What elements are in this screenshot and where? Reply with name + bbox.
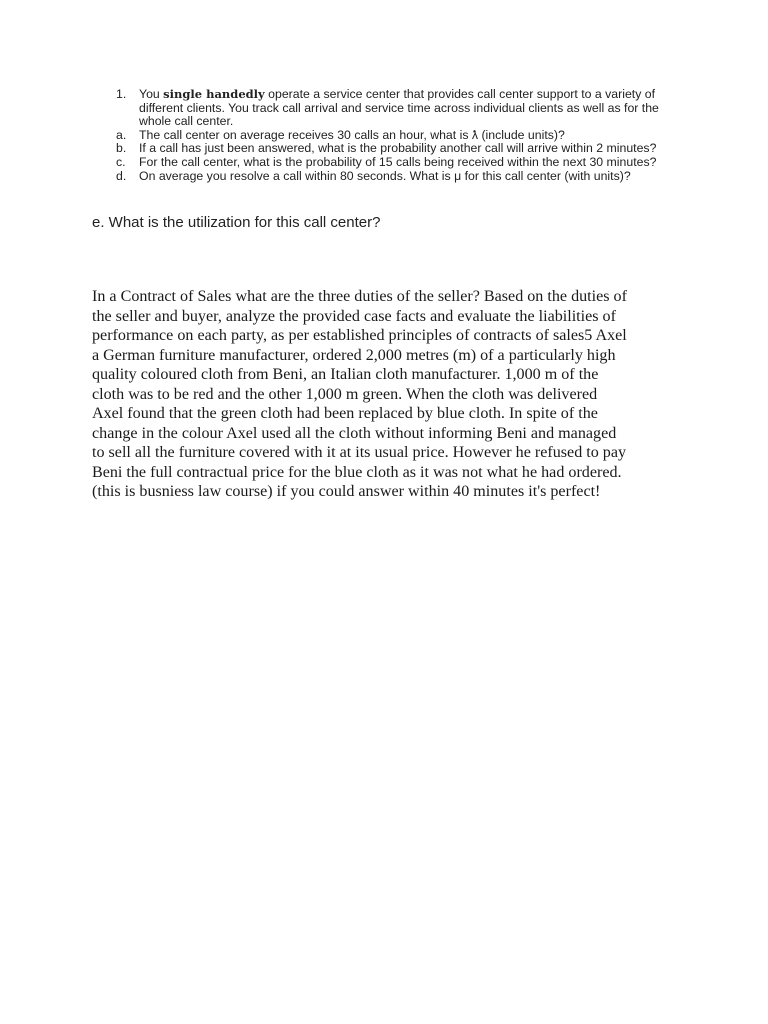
question-part-e: e. What is the utilization for this call center? [92,214,381,231]
question-part-b [112,142,672,156]
essay-paragraph [92,287,682,502]
essay-line: performance on each party, as per established principles of contracts of sales5 Axel [92,327,627,344]
question-part-a [112,129,672,143]
essay-line: change in the colour Axel used all the cloth without informing Beni and managed [92,424,617,442]
essay-line: quality coloured cloth from Beni, an Italian cloth manufacturer. 1,000 m of the [92,366,599,383]
question-list [112,88,672,183]
part-label: c. [116,154,126,169]
part-text: For the call center, what is the probability of 15 calls being received within the next 30 minutes? [139,154,657,169]
question-part-c [112,156,672,170]
part-text: On average you resolve a call within 80 seconds. What is μ for this call center (with units)? [139,168,631,183]
part-label: a. [116,127,127,142]
part-label: b. [116,141,127,156]
essay-line: In a Contract of Sales what are the three duties of the seller? Based on the duties of [92,288,627,305]
essay-line: cloth was to be red and the other 1,000 m green. When the cloth was delivered [92,385,598,403]
essay-line: to sell all the furniture covered with it at its usual price. However he refused to pay [92,444,627,461]
part-text: The call center on average receives 30 calls an hour, what is ƛ (include units)? [139,127,565,142]
essay-line: Beni the full contractual price for the blue cloth as it was not what he had ordered. [92,463,622,481]
question-1 [112,88,672,129]
intro-bold: single handedly [163,87,265,101]
part-text: If a call has just been answered, what is the probability another call will arrive within 2 minutes? [139,141,657,156]
essay-line: (this is busniess law course) if you could answer within 40 minutes it's perfect! [92,483,601,500]
intro-after: operate a service center that provides call center support to a variety of different clients. You track call arrival and service time across individual clients as well as for the whole call center. [139,87,659,129]
question-intro [139,88,672,129]
essay-line: a German furniture manufacturer, ordered 2,000 metres (m) of a particularly high [92,346,616,364]
essay-line: the seller and buyer, analyze the provided case facts and evaluate the liabilities of [92,307,616,325]
question-part-d [112,170,672,184]
intro-before: You [139,87,164,101]
essay-line: Axel found that the green cloth had been replaced by blue cloth. In spite of the [92,405,598,422]
question-number: 1. [116,87,127,101]
part-label: d. [116,168,127,183]
